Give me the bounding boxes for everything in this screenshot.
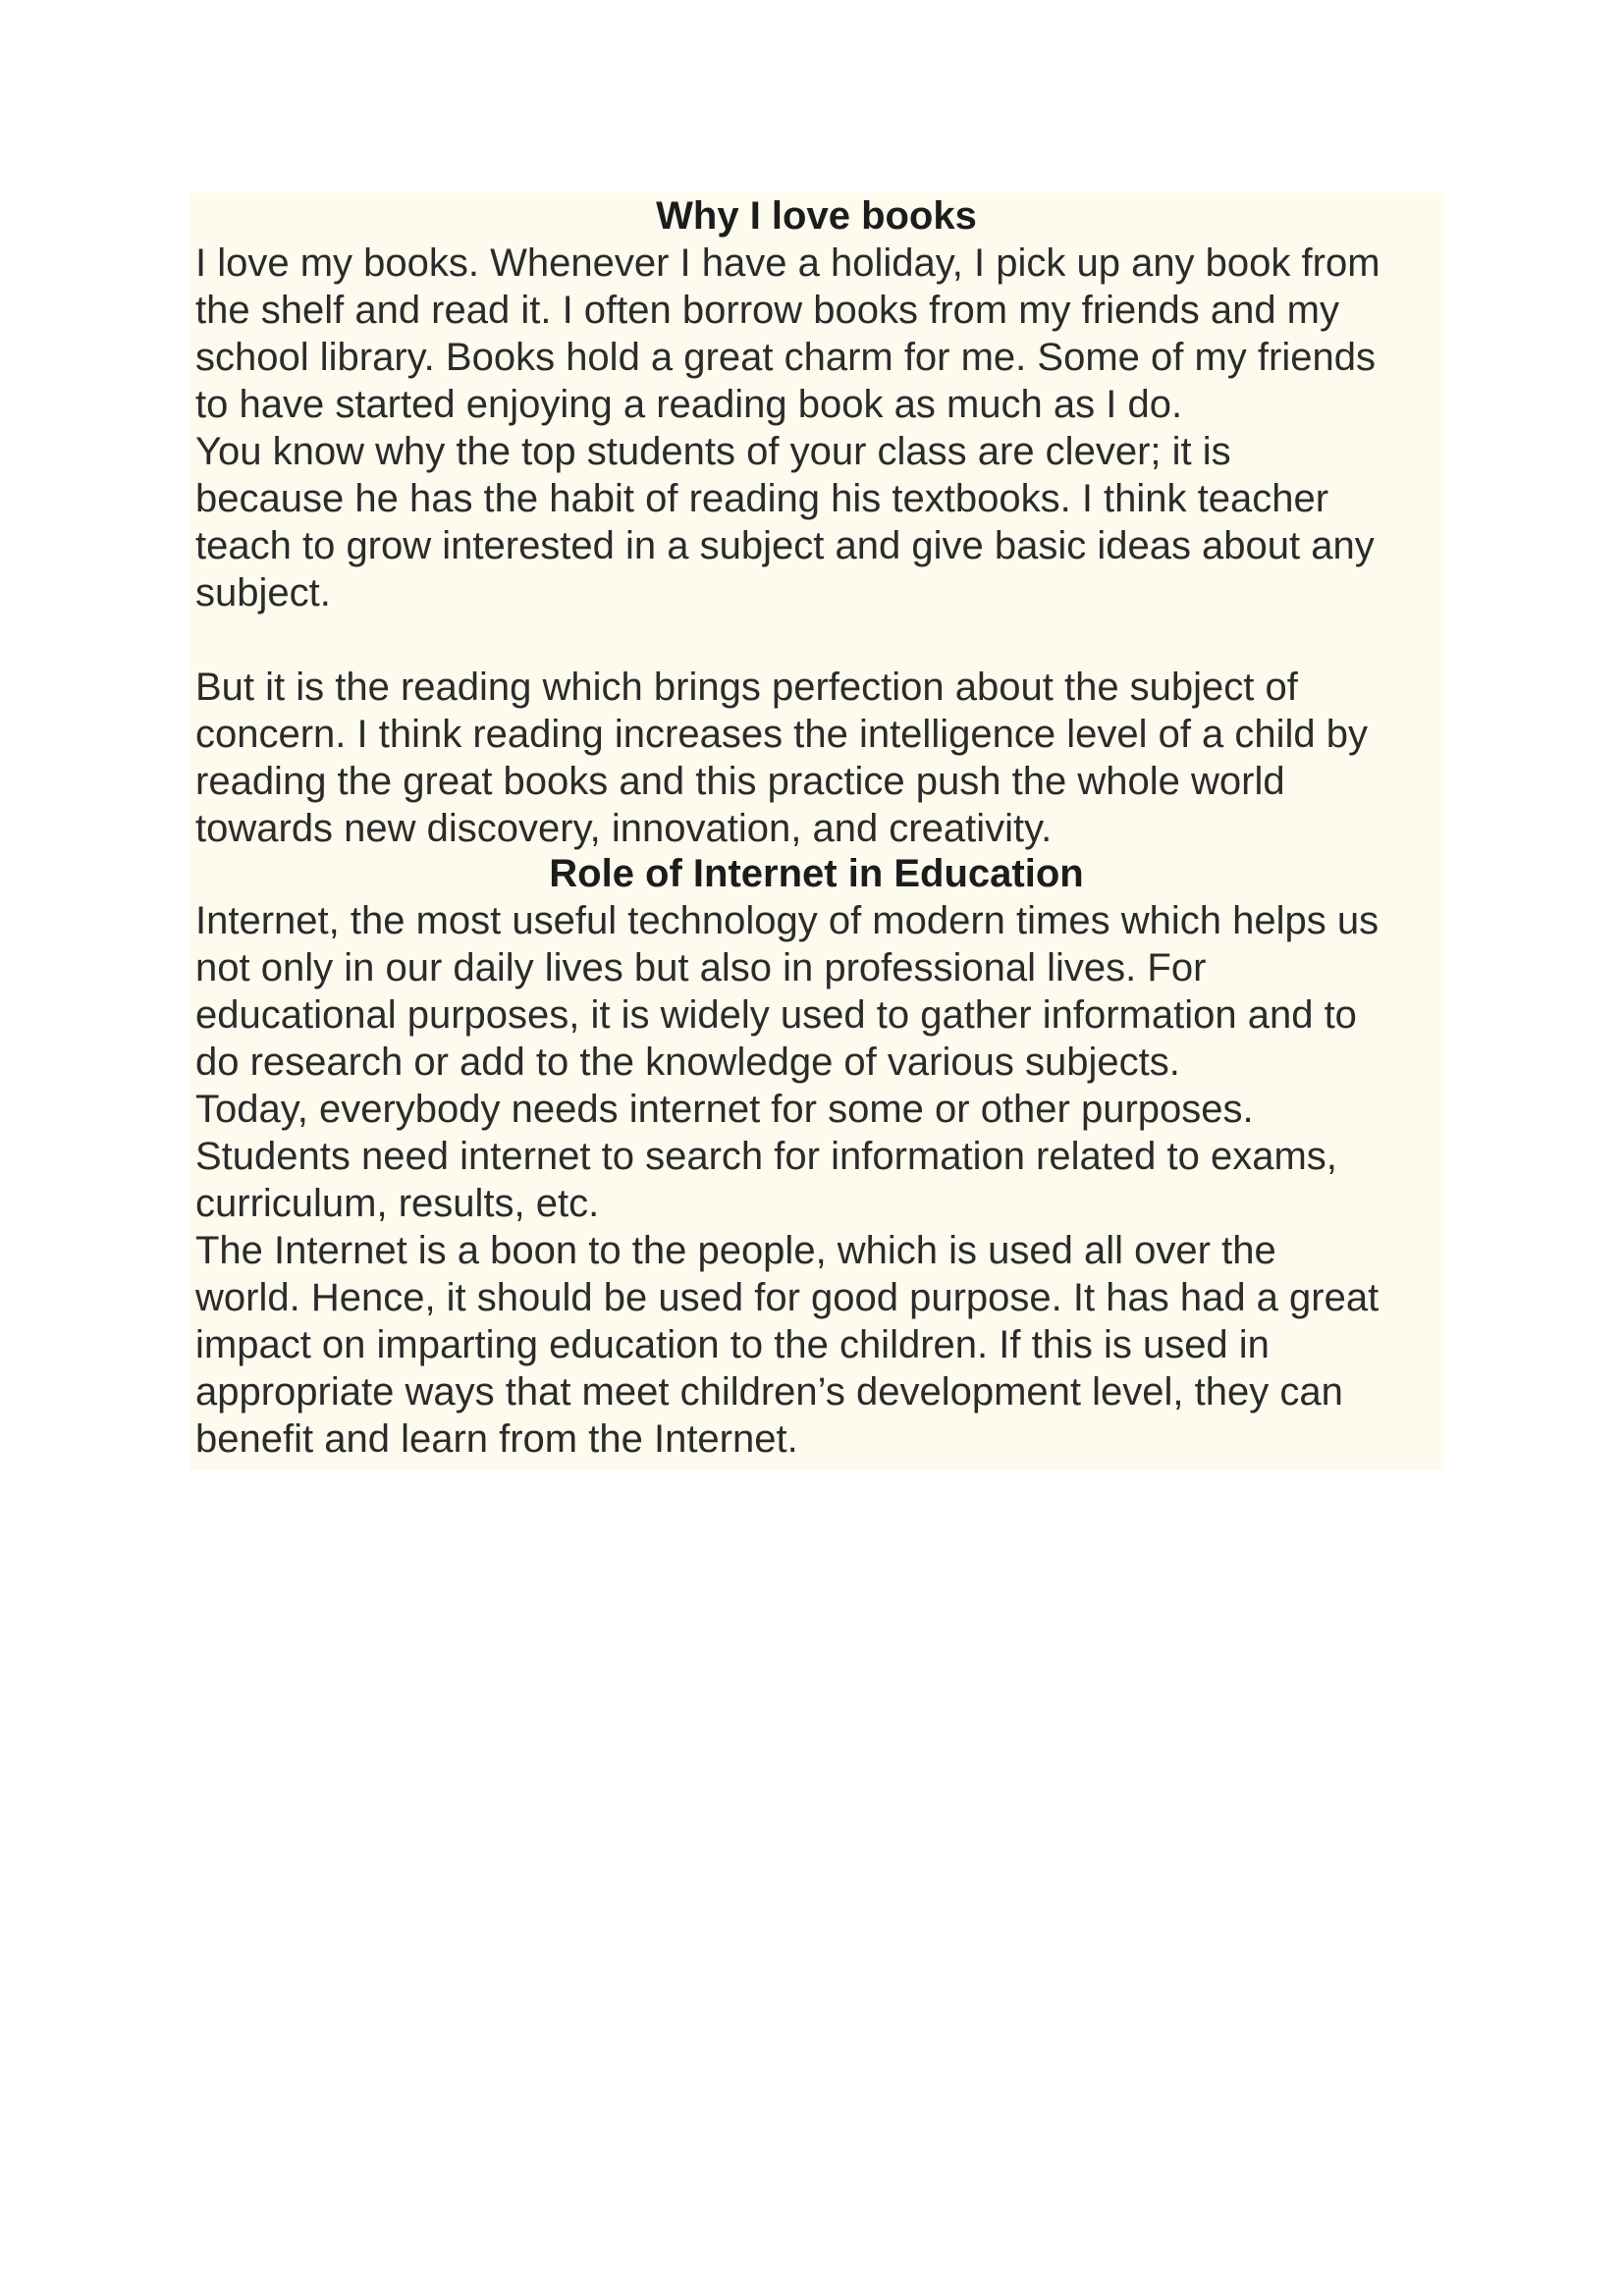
section-1-title: Why I love books bbox=[656, 194, 977, 238]
section-1-line: I love my books. Whenever I have a holiday, I pick up any book from bbox=[195, 241, 1380, 285]
section-2-line: world. Hence, it should be used for good purpose. It has had a great bbox=[195, 1276, 1380, 1319]
section-1-line: teach to grow interested in a subject and give basic ideas about any bbox=[195, 524, 1375, 567]
section-1-line: towards new discovery, innovation, and creativity. bbox=[195, 807, 1053, 850]
section-2-line: educational purposes, it is widely used to gather information and to bbox=[195, 993, 1357, 1037]
section-1-line: to have started enjoying a reading book as much as I do. bbox=[195, 383, 1183, 426]
section-2-line: Internet, the most useful technology of modern times which helps us bbox=[195, 899, 1380, 942]
section-2-line: appropriate ways that meet children’s development level, they can bbox=[195, 1370, 1343, 1414]
section-1-line: subject. bbox=[195, 571, 331, 614]
section-2-line: The Internet is a boon to the people, which is used all over the bbox=[195, 1229, 1276, 1272]
essay-text-block bbox=[189, 192, 1443, 1470]
section-2-line: not only in our daily lives but also in professional lives. For bbox=[195, 946, 1207, 989]
section-2-line: benefit and learn from the Internet. bbox=[195, 1417, 798, 1461]
section-1-line: reading the great books and this practice push the whole world bbox=[195, 760, 1285, 803]
section-2-line: curriculum, results, etc. bbox=[195, 1182, 600, 1225]
section-1-line: school library. Books hold a great charm for me. Some of my friends bbox=[195, 336, 1376, 379]
section-1-line: concern. I think reading increases the intelligence level of a child by bbox=[195, 713, 1369, 756]
section-1-line: the shelf and read it. I often borrow books from my friends and my bbox=[195, 289, 1339, 332]
section-2-title: Role of Internet in Education bbox=[549, 852, 1084, 895]
section-2-line: Today, everybody needs internet for some or other purposes. bbox=[195, 1088, 1254, 1131]
section-1-line: But it is the reading which brings perfection about the subject of bbox=[195, 666, 1298, 709]
section-2-line: Students need internet to search for information related to exams, bbox=[195, 1135, 1337, 1178]
section-1-line: because he has the habit of reading his textbooks. I think teacher bbox=[195, 477, 1329, 520]
section-2-line: do research or add to the knowledge of various subjects. bbox=[195, 1041, 1180, 1084]
section-1-line: You know why the top students of your class are clever; it is bbox=[195, 430, 1231, 473]
section-2-line: impact on imparting education to the children. If this is used in bbox=[195, 1323, 1270, 1366]
